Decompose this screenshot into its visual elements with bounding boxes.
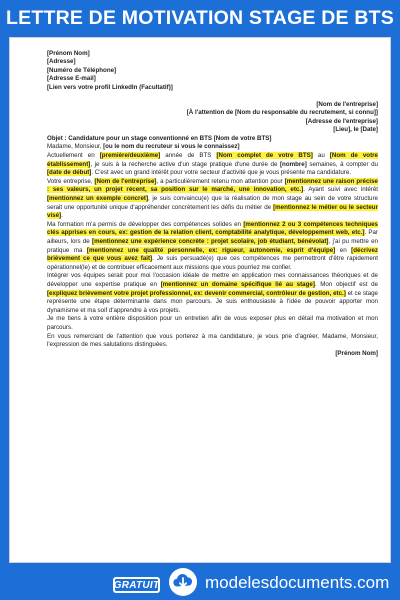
paragraph-availability: Je me tiens à votre entière disposition pour un entretien afin de vous exposer plus en détail ma motivation et mon parcours. (47, 315, 378, 331)
paragraph-skills: Ma formation m'a permis de développer des compétences solides en [mentionnez 2 ou 3 compétences techniques clés apprises en cours, ex: gestion de la relation client, comptabilité analytique, développement web, etc.]. Par ailleurs, lors de [mentionnez une expérience concrète : projet scolaire, job étudiant, bénévolat], j'ai pu mettre en pratique ma [mentionnez une qualité personnelle, ex: rigueur, autonomie, esprit d'équipe] en [décrivez brièvement ce que vous avez fait]. Je suis persuadé(e) que ces compétences me permettront d'être rapidement opérationnel(le) et de contribuer efficacement aux missions que vous pourriez me confier. (47, 220, 379, 271)
recipient-company: [Nom de l'entreprise] (316, 101, 378, 109)
sender-email: [Adresse E-mail] (47, 75, 96, 83)
subject-line: Objet : Candidature pour un stage conventionné en BTS [Nom de votre BTS] (47, 134, 272, 142)
recipient-block (47, 101, 378, 126)
recipient-attention: [À l'attention de [Nom du responsable du recrutement, si connu]] (186, 109, 378, 117)
site-name[interactable]: modelesdocuments.com (205, 573, 390, 592)
sender-address: [Adresse] (47, 58, 76, 66)
page-title: LETTRE DE MOTIVATION STAGE DE BTS (6, 6, 394, 29)
sender-name: [Prénom Nom] (47, 50, 90, 57)
sender-block (47, 50, 378, 92)
paragraph-closing: En vous remerciant de l'attention que vous porterez à ma candidature, je vous prie d'agréer, Madame, Monsieur, l'expression de mes salutations distinguées. (47, 332, 378, 349)
signature: [Prénom Nom] (335, 349, 378, 357)
letter-document (9, 37, 391, 563)
paragraph-company: Votre entreprise, [Nom de l'entreprise], a particulièrement retenu mon attention pour [mentionnez une raison précise : ses valeurs, un projet récent, sa position sur le marché, une innovation, etc.]. Ayant suivi avec intérêt [mentionnez un exemple concret], je suis convaincu(e) que la réalisation de mon stage au sein de votre structure serait une opportunité unique d'appréhender concrètement les défis du métier de [mentionnez le métier ou le secteur visé]. (47, 177, 379, 220)
paragraph-project: Intégrer vos équipes serait pour moi l'occasion idéale de mettre en application mes connaissances théoriques et de développer une expertise pratique en [mentionnez un domaine spécifique lié au stage]. Mon objectif est de [expliquez brièvement votre projet professionnel, ex: devenir commercial, contrôleur de gestion, etc.] et ce stage représente une étape déterminante dans mon parcours. Je suis enthousiaste à l'idée de pouvoir apporter mon dynamisme et ma soif d'apprendre à vos projets. (47, 272, 378, 314)
paragraph-intro: Actuellement en [première/deuxième] année de BTS [Nom complet de votre BTS] au [Nom de votre établissement], je suis à la recherche active d'un stage pratique d'une durée de [nombre] semaines, à compter du [date de début]. C'est avec un grand intérêt pour votre secteur d'activité que je vous présente ma candidature. (47, 152, 379, 177)
date-line: [Lieu], le [Date] (333, 126, 378, 134)
recipient-address: [Adresse de l'entreprise] (305, 117, 378, 125)
cloud-download-icon[interactable] (168, 567, 198, 597)
sender-linkedin: [Lien vers votre profil LinkedIn (Facultatif)] (47, 83, 173, 91)
free-badge: GRATUIT (113, 577, 160, 593)
sender-phone: [Numéro de Téléphone] (47, 66, 117, 74)
salutation: Madame, Monsieur, [ou le nom du recruteur si vous le connaissez] (47, 143, 240, 151)
